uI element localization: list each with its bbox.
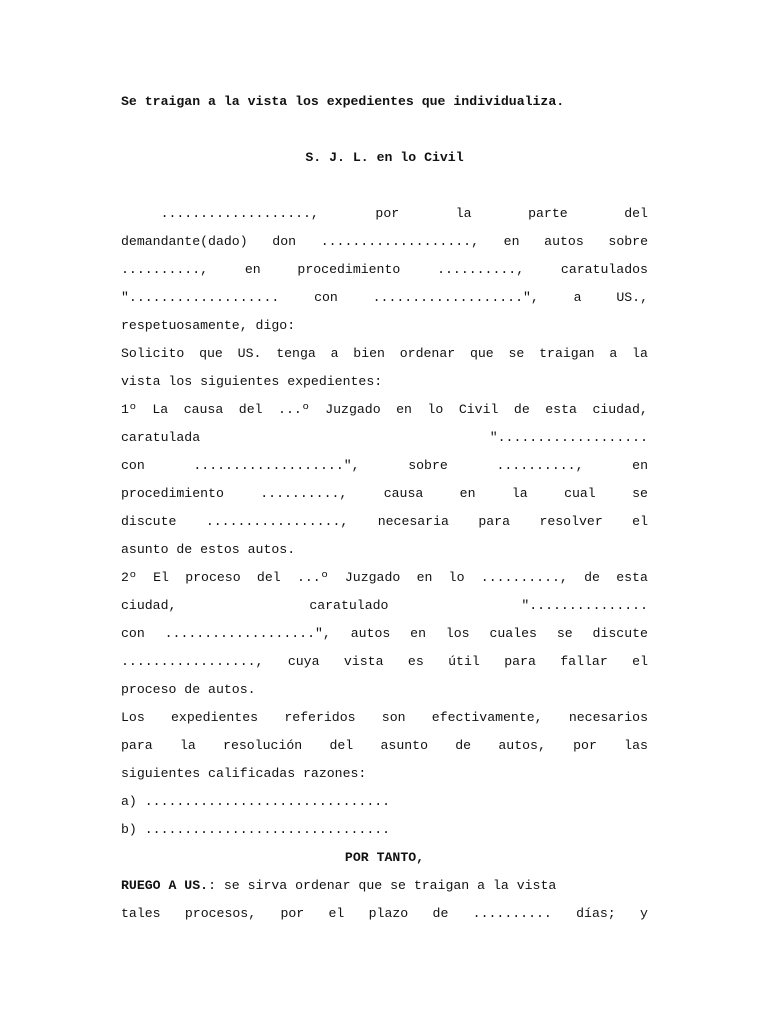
por-tanto-heading: POR TANTO,	[344, 850, 425, 865]
word: lo	[427, 402, 444, 417]
document-body	[121, 200, 648, 844]
word: cual	[564, 486, 596, 501]
word: referidos	[284, 710, 356, 725]
word: procesos,	[184, 906, 257, 921]
word: resolución	[223, 738, 303, 753]
word: demandante(dado)	[121, 234, 248, 249]
word: ..........	[472, 906, 552, 921]
word: a	[573, 290, 582, 305]
word: los	[445, 626, 470, 641]
word: con	[314, 290, 338, 305]
ruego-label: RUEGO A US.	[121, 878, 209, 893]
word: ..........,	[437, 262, 525, 277]
word: La	[152, 402, 169, 417]
document-heading: Se traigan a la vista los expedientes que individualiza.	[121, 94, 565, 109]
word: en	[396, 402, 412, 417]
word: en	[410, 626, 426, 641]
body-line	[121, 228, 648, 256]
word: ..........,	[260, 486, 348, 501]
word: ...................",	[372, 290, 539, 305]
word: necesarios	[568, 710, 648, 725]
body-line: vista los siguientes expedientes:	[121, 374, 383, 389]
body-line	[121, 480, 648, 508]
word: resolver	[539, 514, 603, 529]
body-line	[121, 424, 648, 452]
word: Solicito	[121, 346, 185, 361]
word: ...................",	[164, 626, 331, 641]
word: el	[632, 514, 648, 529]
word: plazo	[368, 906, 409, 921]
word: ciudad,	[592, 402, 648, 417]
word: necesaria	[377, 514, 449, 529]
word: ...................",	[193, 458, 360, 473]
body-line: asunto de estos autos.	[121, 542, 296, 557]
word: parte	[528, 206, 568, 221]
body-line	[121, 452, 648, 480]
word: ...º	[296, 570, 329, 585]
word: sobre	[608, 234, 648, 249]
ruego-text: : se sirva ordenar que se traigan a la vista	[208, 878, 557, 893]
word: cuya	[287, 654, 320, 669]
word: "...................	[489, 430, 648, 445]
word: el	[328, 906, 345, 921]
word: lo	[448, 570, 465, 585]
word: don	[272, 234, 297, 249]
word: para	[504, 654, 536, 669]
word: autos	[544, 234, 584, 249]
word: procedimiento	[121, 486, 224, 501]
body-line	[121, 396, 648, 424]
body-line	[121, 284, 648, 312]
addressee: S. J. L. en lo Civil	[305, 150, 464, 165]
word: sobre	[408, 458, 448, 473]
ruego-last-line	[121, 900, 648, 928]
word: .................,	[205, 514, 349, 529]
word: por	[280, 906, 305, 921]
word: la	[511, 486, 528, 501]
body-line	[121, 592, 648, 620]
ruego-paragraph	[121, 872, 648, 928]
word: tenga	[276, 346, 316, 361]
word: ..........,	[121, 262, 209, 277]
body-line: respetuosamente, digo:	[121, 318, 296, 333]
body-line	[121, 732, 648, 760]
word: a	[609, 346, 618, 361]
word: discute	[592, 626, 648, 641]
word: cuales	[489, 626, 537, 641]
word: Juzgado	[344, 570, 401, 585]
word: caratulado	[309, 598, 389, 613]
word: útil	[448, 654, 480, 669]
word: en	[632, 458, 648, 473]
word: ...................,	[121, 206, 319, 221]
word: 1º	[121, 402, 137, 417]
word: con	[121, 458, 145, 473]
word: Civil	[458, 402, 499, 417]
word: "...................	[121, 290, 280, 305]
word: el	[632, 654, 648, 669]
word: bien	[353, 346, 385, 361]
word: se	[556, 626, 573, 641]
word: caratulada	[121, 430, 201, 445]
body-line: a) ...............................	[121, 794, 391, 809]
word: las	[624, 738, 648, 753]
word: asunto	[380, 738, 428, 753]
word: efectivamente,	[431, 710, 543, 725]
word: en	[416, 570, 433, 585]
word: por	[375, 206, 400, 221]
word: días;	[576, 906, 616, 921]
body-line	[121, 508, 648, 536]
word: autos	[350, 626, 391, 641]
word: esta	[616, 570, 648, 585]
word: es	[407, 654, 424, 669]
word: fallar	[560, 654, 608, 669]
word: se	[632, 486, 648, 501]
word: del	[238, 402, 263, 417]
word: 2º	[121, 570, 137, 585]
word: US.	[237, 346, 262, 361]
body-line	[121, 704, 648, 732]
word: ...................,	[320, 234, 479, 249]
word: causa	[183, 402, 224, 417]
word: la	[632, 346, 648, 361]
body-line: siguientes calificadas razones:	[121, 766, 367, 781]
body-line: b) ...............................	[121, 822, 391, 837]
word: traigan	[539, 346, 595, 361]
word: en	[459, 486, 476, 501]
body-line	[121, 200, 648, 228]
word: con	[121, 626, 145, 641]
word: para	[121, 738, 153, 753]
word: la	[179, 738, 196, 753]
body-line: proceso de autos.	[121, 682, 256, 697]
body-line	[121, 620, 648, 648]
word: causa	[383, 486, 424, 501]
word: del	[256, 570, 281, 585]
word: que	[199, 346, 223, 361]
body-line	[121, 648, 648, 676]
word: autos,	[498, 738, 546, 753]
word: discute	[121, 514, 177, 529]
word: Los	[121, 710, 145, 725]
word: ...º	[278, 402, 310, 417]
word: proceso	[185, 570, 241, 585]
word: ..........,	[496, 458, 584, 473]
word: de	[455, 738, 472, 753]
word: en	[503, 234, 520, 249]
word: "...............	[521, 598, 648, 613]
word: de	[584, 570, 600, 585]
word: caratulados	[560, 262, 648, 277]
word: ..........,	[480, 570, 568, 585]
word: .................,	[121, 654, 264, 669]
word: por	[573, 738, 597, 753]
word: expedientes	[171, 710, 259, 725]
word: y	[640, 906, 648, 921]
word: de	[432, 906, 449, 921]
word: de	[513, 402, 530, 417]
body-line	[121, 256, 648, 284]
word: son	[381, 710, 406, 725]
word: para	[478, 514, 511, 529]
word: ciudad,	[121, 598, 177, 613]
word: vista	[343, 654, 384, 669]
word: Juzgado	[325, 402, 381, 417]
word: ordenar	[399, 346, 456, 361]
word: US.,	[616, 290, 648, 305]
ruego-line	[121, 872, 648, 900]
word: del	[624, 206, 648, 221]
word: que	[469, 346, 494, 361]
word: la	[455, 206, 472, 221]
word: tales	[121, 906, 161, 921]
word: del	[329, 738, 354, 753]
body-line	[121, 340, 648, 368]
word: procedimiento	[297, 262, 401, 277]
word: a	[330, 346, 339, 361]
word: El	[153, 570, 169, 585]
word: en	[244, 262, 261, 277]
word: esta	[545, 402, 577, 417]
word: se	[508, 346, 525, 361]
body-line	[121, 564, 648, 592]
